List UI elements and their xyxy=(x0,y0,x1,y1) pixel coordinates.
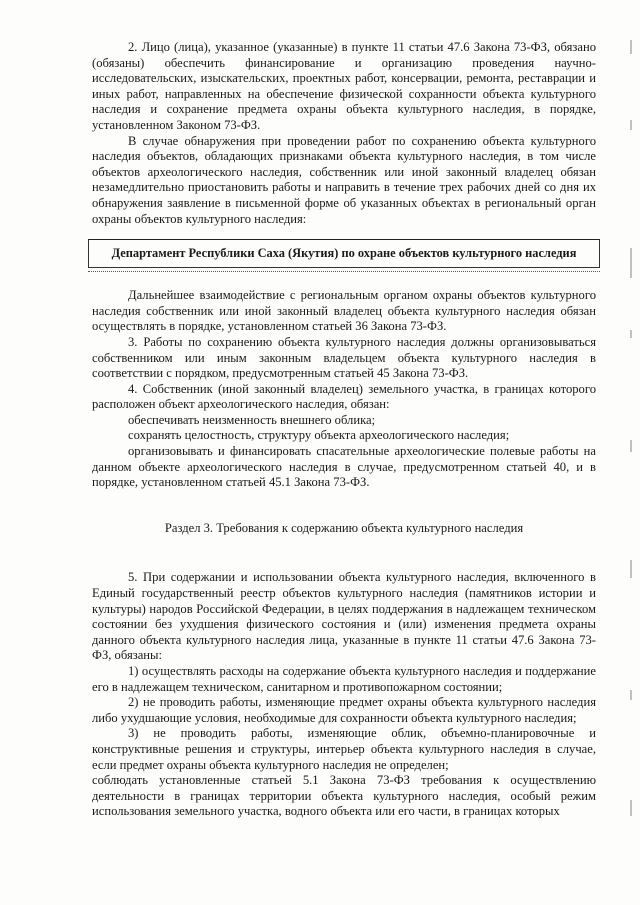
department-box: Департамент Республики Саха (Якутия) по охране объектов культурного наследия xyxy=(88,239,600,268)
paragraph-discovery: В случае обнаружения при проведении работ по сохранению объекта культурного наследия объектов, обладающих признаками объекта культурного наследия, в том числе объектов археологического наследия, собственник или иной законный владелец обязан незамедлительно приостановить работы и направить в течение трех рабочих дней со дня их обнаружения заявление в письменной форме об указанных объектах в региональный орган охраны объектов культурного наследия: xyxy=(92,133,596,226)
paragraph-5: 5. При содержании и использовании объекта культурного наследия, включенного в Единый государственный реестр объектов культурного наследия (памятников истории и культуры) народов Российской Федерации, в целях поддержания в надлежащем техническом состоянии без ухудшения физического состояния и (или) изменения предмета охраны данного объекта культурного наследия лица, указанные в пункте 11 статьи 47.6 Закона 73-ФЗ, обязаны: xyxy=(92,570,596,663)
list-item-2: 2) не проводить работы, изменяющие предмет охраны объекта культурного наследия либо ухудшающие условия, необходимые для сохранности объекта культурного наследия; xyxy=(92,695,596,725)
paragraph-interaction: Дальнейшее взаимодействие с региональным органом охраны объектов культурного наследия собственник или иной законный владелец объекта культурного наследия обязан осуществлять в порядке, установленном статьей 36 Закона 73-ФЗ. xyxy=(92,288,596,334)
list-item-3: 3) не проводить работы, изменяющие облик, объемно-планировочные и конструктивные решения и структуры, интерьер объекта культурного наследия в случае, если предмет охраны объекта культурного наследия не определен; xyxy=(92,726,596,772)
list-item-rescue-works: организовывать и финансировать спасательные археологические полевые работы на данном объекте археологического наследия в случае, предусмотренном статьей 40, и в порядке, установленном статьей 45.1 Закона 73-ФЗ. xyxy=(92,444,596,490)
list-item-1: 1) осуществлять расходы на содержание объекта культурного наследия и поддержание его в надлежащем техническом, санитарном и противопожарном состоянии; xyxy=(92,664,596,694)
section-3-title: Раздел 3. Требования к содержанию объекта культурного наследия xyxy=(164,520,524,535)
scan-edge-marks xyxy=(630,0,634,905)
paragraph-2: 2. Лицо (лица), указанное (указанные) в пункте 11 статьи 47.6 Закона 73-ФЗ, обязано (обязаны) обеспечить финансирование и организацию проведения научно-исследовательских, изыскательских, проектных работ, консервации, ремонта, реставрации и иных работ, направленных на обеспечение физической сохранности объекта культурного наследия и сохранение предмета охраны объекта культурного наследия, в порядке, установленном Законом 73-ФЗ. xyxy=(92,40,596,132)
list-item-appearance: обеспечивать неизменность внешнего облика; xyxy=(128,412,376,427)
list-item-integrity: сохранять целостность, структуру объекта археологического наследия; xyxy=(128,428,510,443)
paragraph-requirements: соблюдать установленные статьей 5.1 Закона 73-ФЗ требования к осуществлению деятельности в границах территории объекта культурного наследия, особый режим использования земельного участка, водного объекта или его части, в границах которых xyxy=(92,773,596,819)
document-body xyxy=(92,40,596,820)
paragraph-3: 3. Работы по сохранению объекта культурного наследия должны организовываться собственником или иным законным владельцем объекта культурного наследия в соответствии с порядком, предусмотренным статьей 45 Закона 73-ФЗ. xyxy=(92,334,596,381)
paragraph-4: 4. Собственник (иной законный владелец) земельного участка, в границах которого расположен объект археологического наследия, обязан: xyxy=(92,381,596,412)
